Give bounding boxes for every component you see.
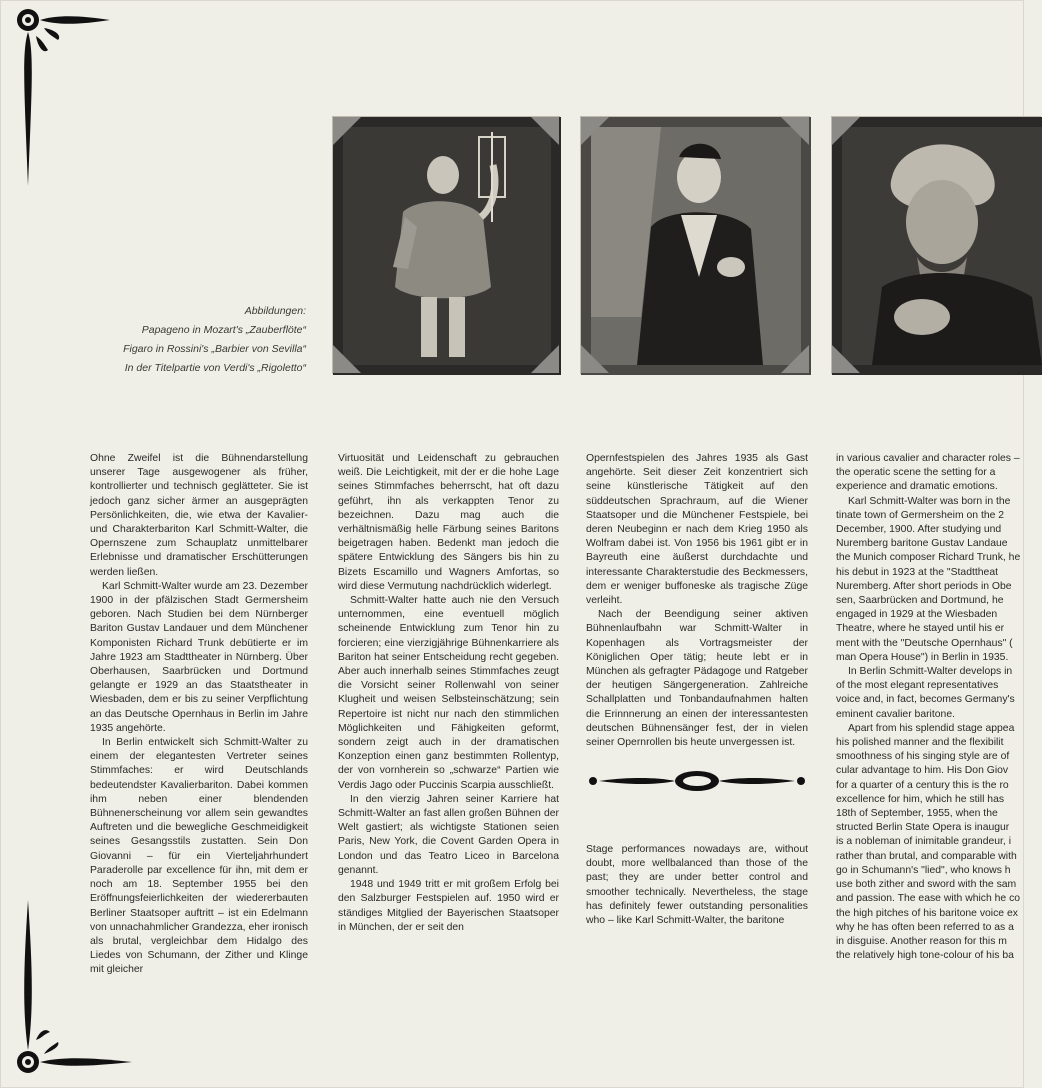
text-line: in disguise. Another reason for this m bbox=[836, 935, 1007, 947]
text-line: the high pitches of his baritone voice ex bbox=[836, 907, 1018, 919]
paragraph: Nach der Beendigung seiner aktiven Bühnenlaufbahn war Schmitt-Walter in Kopenhagen als Vortragsmeister der Königlichen Oper tätig; heute lebt er in München als gefragter Pädagoge und Ratgeber der heutigen Sängergeneration. Zahlreiche Schallplatten und Tonbandaufnahmen halten die Erinnnerung an einen der interessantesten deutschen Bühnensänger fest, der in vielen seiner Opernrollen bis heute unvergessen ist. bbox=[586, 609, 808, 749]
caption-heading: Abbildungen: bbox=[244, 305, 306, 317]
text-line: the relatively high tone-colour of his ba bbox=[836, 950, 1014, 962]
photo-captions bbox=[46, 302, 306, 378]
german-text-column-1 bbox=[90, 452, 308, 978]
caption-papageno: Papageno in Mozart's „Zauberflöte“ bbox=[141, 324, 306, 336]
text-line: in various cavalier and character roles – bbox=[836, 453, 1020, 464]
text-line: Nuremberg. After short periods in Obe bbox=[836, 580, 1012, 592]
text-line: engaged in 1929 at the Wiesbaden bbox=[836, 609, 998, 621]
text-line: December, 1900. After studying und bbox=[836, 524, 1002, 536]
paragraph: Stage performances nowadays are, without doubt, more wellbalanced than those of the past; they are under better control and smoother technically. Nevertheless, the stage has definitely fewer outstanding personalities who – like Karl Schmitt-Walter, the baritone bbox=[586, 844, 808, 927]
paragraph: Virtuosität und Leidenschaft zu gebrauchen weiß. Die Leichtigkeit, mit der er die hohe Lage seines Stimmfaches beherrscht, hat oft dazu geführt, ihn als verkappten Tenor zu bezeichnen. Dazu mag auch die verhältnismäßig helle Färbung seines Baritons beigetragen haben. Bedenkt man jedoch die spätere Entwicklung des Sängers bis hin zu Bizets Escamillo und Wagners Amfortas, so wird diese Vermutung nachdrücklich widerlegt. bbox=[338, 453, 559, 592]
text-line: excellence for him, which he still has bbox=[836, 793, 1005, 805]
text-line: for a quarter of a century this is the ro bbox=[836, 779, 1009, 791]
paragraph: In Berlin entwickelt sich Schmitt-Walter zu einem der elegantesten Vertreter seines Stimmfaches: er wird Deutschlands bedeutendster Kavalierbariton. Dabei kommen ihm neben einer blendenden Bühnenerscheinung vor allem sein gewandtes Auftreten und die bewegliche Geschmeidigkeit seines Gesangsstils zustatten. Sein Don Giovanni – für ein Vierteljahrhundert Paraderolle par excellence für ihn, mit dem er noch am 18. September 1955 bei den Eröffnungsfeierlichkeiten der wiedererbauten Berliner Staatsoper auftritt – ist ein Edelmann von unnachahmlicher Grandezza, eher ironisch als brutal, vergleichbar dem Hidalgo des Liedes von Schumann, der Zither und Klinge mit gleicher bbox=[90, 737, 308, 976]
paragraph: Opernfestspielen des Jahres 1935 als Gast angehörte. Seit dieser Zeit konzentriert sich seine künstlerische Tätigkeit auf den süddeutschen Sprachraum, auf die Wiener Staatsoper und die Münchener Festspiele, bei deren Neubeginn er nach dem Krieg 1950 als Wolfram dabei ist. Von 1956 bis 1961 gibt er in Bayreuth eine äußerst durchdachte und interessante Charakterstudie des Beckmessers, dem er weniger buffoneske als tragische Züge verleiht. bbox=[586, 453, 808, 607]
text-line: In Berlin Schmitt-Walter develops in bbox=[848, 666, 1013, 678]
text-line: cular advantage to him. His Don Giov bbox=[836, 765, 1009, 777]
papageno-photo bbox=[332, 116, 560, 374]
text-line: tinate town of Germersheim on the 2 bbox=[836, 509, 1005, 521]
caption-figaro: Figaro in Rossini's „Barbier von Sevilla“ bbox=[123, 343, 306, 355]
text-line: smoothness of his singing style are of bbox=[836, 751, 1010, 763]
paragraph: 1948 und 1949 tritt er mit großem Erfolg bei den Salzburger Festspielen auf. 1950 wird er ständiges Mitglied der Bayerischen Staatsoper in München, der er seit den bbox=[338, 879, 559, 933]
english-text-column-3 bbox=[586, 843, 808, 928]
text-line: structed Berlin State Opera is inaugur bbox=[836, 822, 1010, 834]
caption-rigoletto: In der Titelpartie von Verdi's „Rigoletto“ bbox=[124, 362, 306, 374]
corner-ornament-top-left-icon bbox=[14, 6, 124, 196]
text-line: Karl Schmitt-Walter was born in the bbox=[848, 495, 1011, 507]
text-line: Theatre, where he stayed until his er bbox=[836, 623, 1005, 635]
text-line: Apart from his splendid stage appea bbox=[848, 722, 1015, 734]
rigoletto-photo bbox=[831, 116, 1041, 374]
german-text-column-2 bbox=[338, 452, 559, 935]
text-line: the Munich composer Richard Trunk, he bbox=[836, 552, 1021, 564]
paragraph: Schmitt-Walter hatte auch nie den Versuch unternommen, eine eventuell möglich scheinende Entwicklung zum Tenor hin zu forcieren; eine vierzigjährige Bühnenkarriere als Bariton hat seiner Entscheidung recht gegeben. Aber auch innerhalb seines Stimmfaches zeugt die Vorsicht seiner Rollenwahl von seiner Klugheit und weisen Selbsteinschätzung; sein Repertoire ist nicht nur nach den stimmlichen Möglichkeiten und Fähigkeiten geformt, sondern zeigt auch in der dramatischen Konzeption einen ganz bestimmten Rollentyp, der von vornherein so „schwarze“ Partien wie Verdis Jago oder Puccinis Scarpia ausschließt. bbox=[338, 595, 559, 791]
text-line: rather than brutal, and comparable with bbox=[836, 850, 1017, 862]
divider-ornament-icon bbox=[587, 768, 807, 794]
german-text-column-3 bbox=[586, 452, 808, 750]
paragraph: Ohne Zweifel ist die Bühnendarstellung unserer Tage ausgewogener als früher, kontrollierter und technisch geglätteter. Sie ist jedoch ganz sicher ärmer an ausgeprägten Persönlichkeiten, die, wie etwa der Kavalier- und Charakterbariton Karl Schmitt-Walter, die Opernszene zum Schauplatz unmittelbarer Erlebnisse und dramatischer Erschütterungen werden ließen. bbox=[90, 453, 308, 578]
figaro-photo bbox=[580, 116, 810, 374]
english-text-column-4 bbox=[836, 452, 1036, 962]
text-line: eminent cavalier baritone. bbox=[836, 708, 955, 720]
paragraph: In den vierzig Jahren seiner Karriere hat Schmitt-Walter an fast allen großen Bühnen der Welt gastiert; als wichtigste Stationen seien Paris, New York, die Covent Garden Opera in London und das Teatro Liceo in Barcelona genannt. bbox=[338, 793, 559, 876]
text-line: use both zither and sword with the sam bbox=[836, 879, 1017, 891]
text-line: and passion. The ease with which he co bbox=[836, 893, 1021, 905]
paragraph: Karl Schmitt-Walter wurde am 23. Dezember 1900 in der pfälzischen Stadt Germersheim geboren. Nach Studien bei dem Nürnberger Bariton Gustav Landauer und dem Münchener Komponisten Richard Trunk debütierte er im Jahre 1923 am Stadttheater in Nürnberg. Über Oberhausen, Saarbrücken und Dortmund gelangte er 1929 an das Staatstheater in Wiesbaden, dem er bis zu seiner Verpflichtung an das Deutsche Opernhaus in Berlin im Jahre 1935 angehörte. bbox=[90, 580, 308, 734]
text-line: why he has often been referred to as a bbox=[836, 921, 1014, 933]
text-line: the operatic scene the setting for a bbox=[836, 467, 996, 479]
text-line: ment with the "Deutsche Opernhaus" ( bbox=[836, 637, 1013, 649]
text-line: experience and dramatic emotions. bbox=[836, 481, 998, 493]
text-line: of the most elegant representatives bbox=[836, 680, 999, 692]
text-line: his polished manner and the flexibilit bbox=[836, 737, 1004, 749]
text-line: is a nobleman of inimitable grandeur, i bbox=[836, 836, 1012, 848]
text-line: man Opera House") in Berlin in 1935. bbox=[836, 651, 1009, 663]
text-line: go in Schumann's "lied", who knows h bbox=[836, 864, 1011, 876]
text-line: Nuremberg baritone Gustav Landaue bbox=[836, 538, 1008, 550]
text-line: sen, Saarbrücken and Dortmund, he bbox=[836, 595, 1004, 607]
text-line: voice and, in fact, becomes Germany's bbox=[836, 694, 1015, 706]
text-line: 18th of September, 1955, when the bbox=[836, 808, 998, 820]
text-line: his debut in 1923 at the "Stadttheat bbox=[836, 566, 998, 578]
